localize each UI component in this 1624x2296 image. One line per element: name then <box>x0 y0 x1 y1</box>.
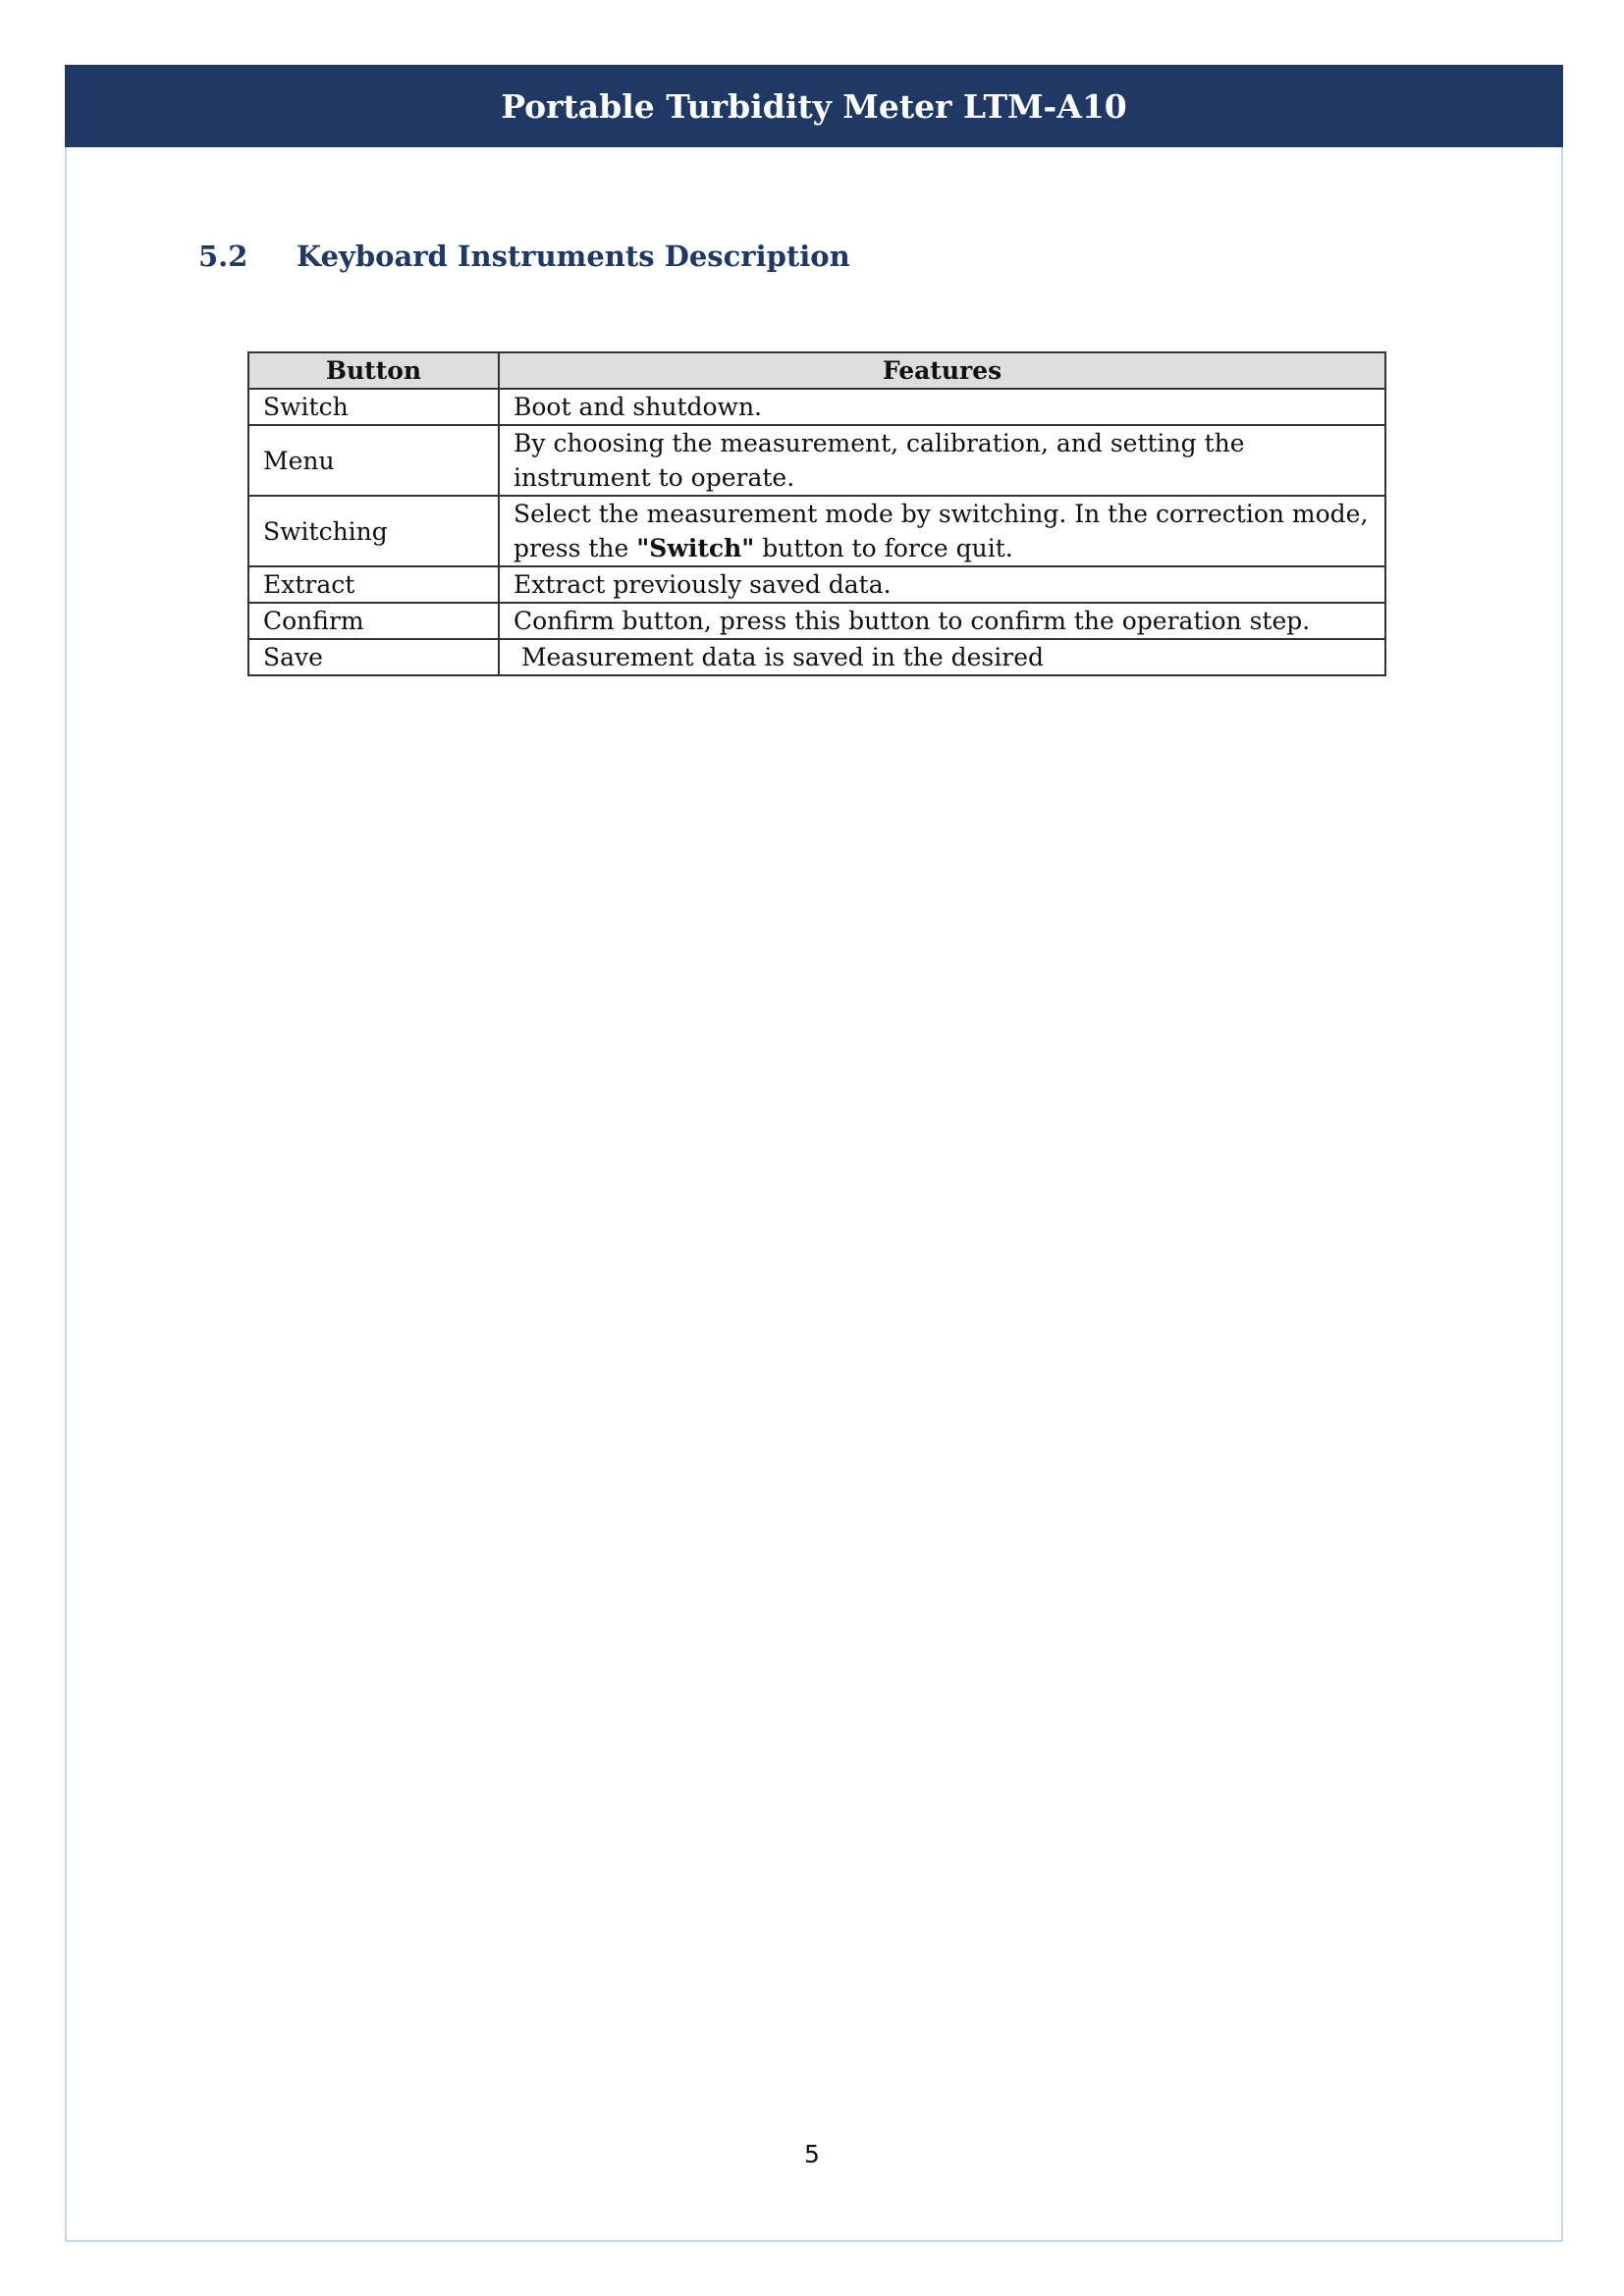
button-name-cell: Extract <box>248 566 499 603</box>
document-title: Portable Turbidity Meter LTM-A10 <box>501 86 1127 126</box>
switch-emphasis: "Switch" <box>636 534 755 562</box>
button-name-cell: Confirm <box>248 603 499 639</box>
page-number: 5 <box>804 2140 820 2168</box>
table-row <box>248 639 1385 675</box>
features-text: Select the measurement mode by switching. In the correction mode, press the <box>514 500 1369 562</box>
table-row <box>248 425 1385 496</box>
features-text: button to force quit. <box>754 534 1013 562</box>
table-row <box>248 496 1385 566</box>
keyboard-description-table <box>247 351 1386 676</box>
table-header-row <box>248 352 1385 389</box>
column-header-button: Button <box>248 352 499 389</box>
table-row <box>248 566 1385 603</box>
features-cell: By choosing the measurement, calibration, and setting the instrument to operate. <box>499 425 1385 496</box>
table-row <box>248 603 1385 639</box>
section-number: 5.2 <box>198 240 248 273</box>
features-cell: Measurement data is saved in the desired <box>499 639 1385 675</box>
features-cell: Extract previously saved data. <box>499 566 1385 603</box>
features-cell: Confirm button, press this button to confirm the operation step. <box>499 603 1385 639</box>
button-name-cell: Switch <box>248 389 499 425</box>
button-name-cell: Menu <box>248 425 499 496</box>
features-cell <box>499 496 1385 566</box>
section-heading <box>198 234 850 279</box>
button-name-cell: Save <box>248 639 499 675</box>
header-bar <box>65 65 1563 147</box>
button-name-cell: Switching <box>248 496 499 566</box>
features-cell: Boot and shutdown. <box>499 389 1385 425</box>
section-title: Keyboard Instruments Description <box>297 240 850 273</box>
column-header-features: Features <box>499 352 1385 389</box>
table-row <box>248 389 1385 425</box>
